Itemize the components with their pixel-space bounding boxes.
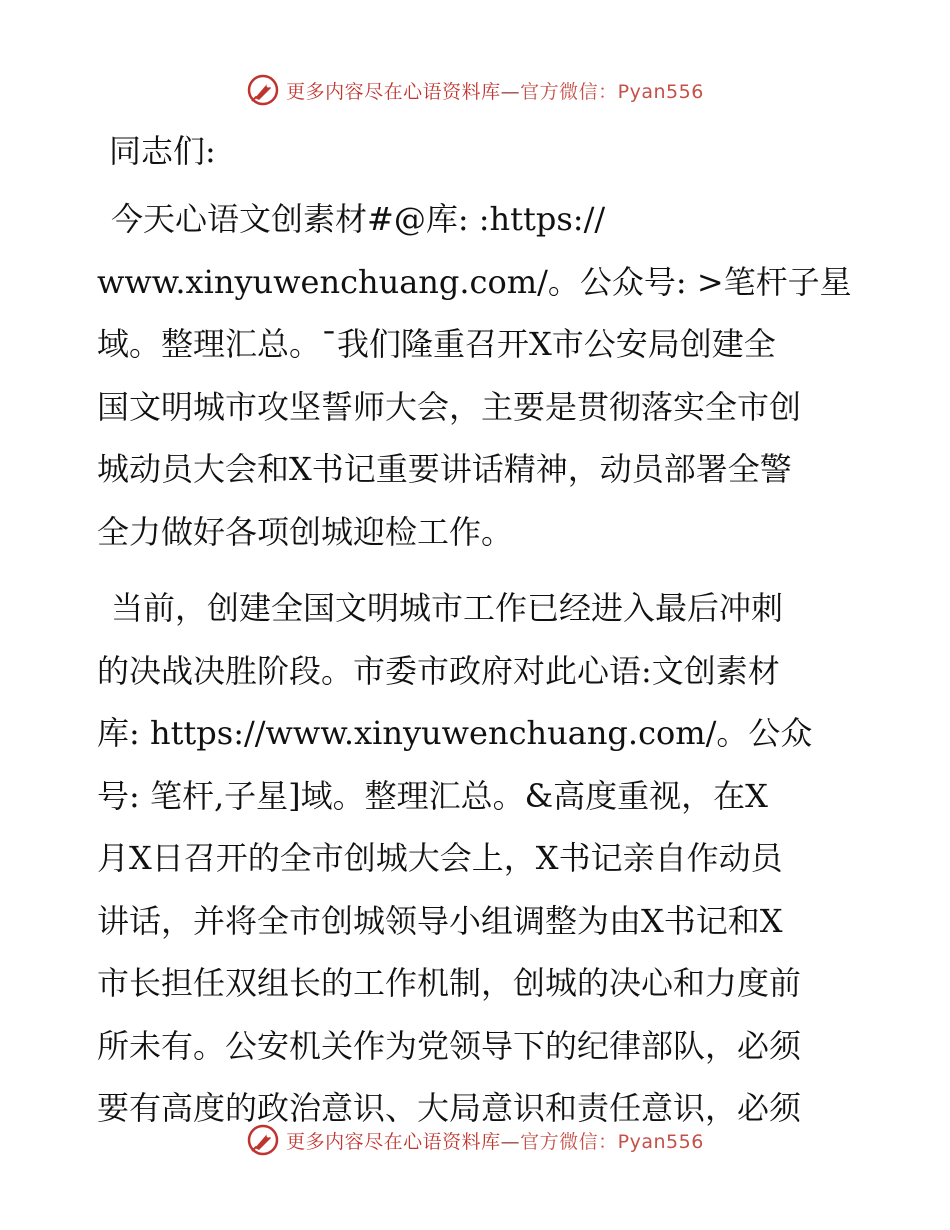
paragraph-line: 国文明城市攻坚誓师大会，主要是贯彻落实全市创	[97, 387, 802, 426]
header-banner	[0, 70, 950, 110]
document-body	[97, 120, 857, 1154]
salutation: 同志们:	[109, 132, 216, 170]
paragraph-line: 域。整理汇总。¯我们隆重召开X市公安局创建全	[97, 325, 776, 363]
paragraph-line: 讲话，并将全市创城领导小组调整为由X书记和X	[97, 901, 783, 940]
paragraph-line: 要有高度的政治意识、大局意识和责任意识，必须	[97, 1089, 802, 1127]
banner-main-text: 更多内容尽在心语资料库	[286, 80, 501, 103]
paragraph-2	[97, 577, 857, 1140]
paragraph-line: 月X日召开的全市创城大会上，X书记亲自作动员	[97, 839, 783, 877]
banner-separator: —	[500, 1130, 521, 1153]
pen-nib-logo-icon	[246, 73, 280, 107]
banner-wechat-text: 官方微信：Pyan556	[520, 1130, 704, 1153]
paragraph-line: www.xinyuwenchuang.com/。公众号: >笔杆子星	[97, 262, 852, 301]
paragraph-line: 库: https://www.xinyuwenchuang.com/。公众	[97, 714, 813, 752]
paragraph-line: 的决战决胜阶段。市委市政府对此心语:文创素材	[97, 651, 780, 690]
footer-banner	[0, 1120, 950, 1160]
paragraph-line: 当前，创建全国文明城市工作已经进入最后冲刺	[111, 589, 784, 627]
paragraph-line: 市长担任双组长的工作机制，创城的决心和力度前	[97, 964, 802, 1002]
paragraph-line: 城动员大会和X书记重要讲话精神，动员部署全警	[97, 450, 792, 488]
banner-text	[286, 77, 704, 104]
banner-text	[286, 1127, 704, 1154]
paragraph-line: 号: 笔杆,子星]域。整理汇总。&高度重视，在X	[97, 776, 768, 815]
paragraph-line: 全力做好各项创城迎检工作。	[97, 512, 514, 551]
paragraph-line: 今天心语文创素材#@库: :https://	[111, 200, 606, 238]
banner-wechat-text: 官方微信：Pyan556	[520, 80, 704, 103]
banner-main-text: 更多内容尽在心语资料库	[286, 1130, 501, 1153]
pen-nib-logo-icon	[246, 1123, 280, 1157]
paragraph-1	[97, 188, 857, 563]
paragraph-line: 所未有。公安机关作为党领导下的纪律部队，必须	[97, 1026, 802, 1065]
banner-separator: —	[500, 80, 521, 103]
